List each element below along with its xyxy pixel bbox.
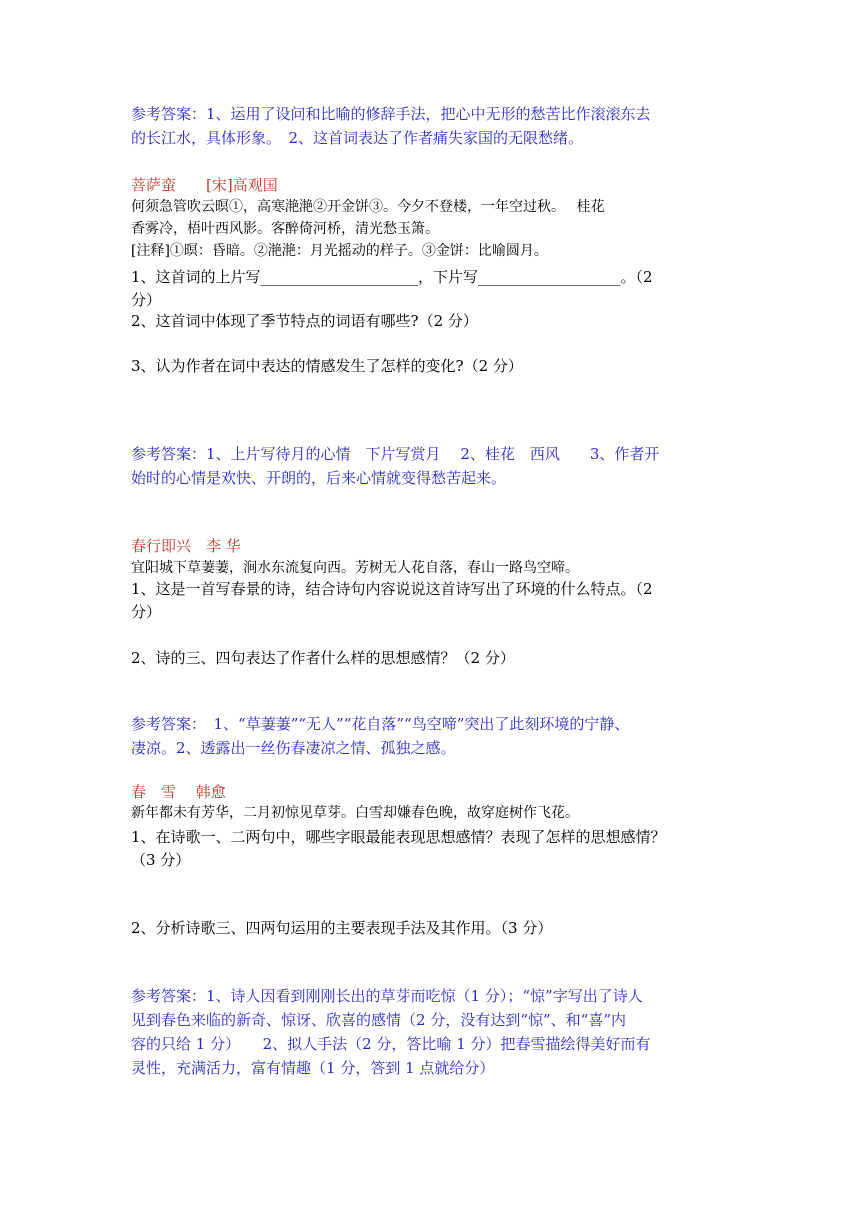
answer-line: 容的只给 1 分） 2、拟人手法（2 分，答比喻 1 分）把春雪描绘得美好而有: [131, 1035, 651, 1053]
question-line: 分）: [131, 603, 162, 621]
answer-block-2: [131, 442, 731, 490]
poem-title-pusaman: 菩萨蛮 [宋]高观国: [131, 176, 278, 194]
question-1: [131, 578, 731, 624]
poem-note: [注释]①暝：昏暗。②滟滟：月光摇动的样子。③金饼：比喻圆月。: [131, 243, 548, 259]
poem-line: 何须急管吹云暝①，高寒滟滟②开金饼③。今夕不登楼，一年空过秋。 桂花: [131, 199, 605, 215]
poem-title-chunxing: 春行即兴 李 华: [131, 537, 241, 555]
question-line: 1、在诗歌一、二两句中，哪些字眼最能表现思想感情？表现了怎样的思想感情？: [131, 828, 666, 846]
answer-line: 参考答案：1、诗人因看到刚刚长出的草芽而吃惊（1 分）；“惊”字写出了诗人: [131, 987, 643, 1005]
question-line: （3 分）: [131, 851, 191, 869]
question-1: [131, 266, 731, 312]
answer-block-1: [131, 102, 731, 150]
answer-block-4: [131, 984, 731, 1080]
poem-text-chunxing: 宜阳城下草萋萋，涧水东流复向西。芳树无人花自落，春山一路鸟空啼。: [131, 560, 579, 576]
question-line: 1、这是一首写春景的诗，结合诗句内容说说这首诗写出了环境的什么特点。（2: [131, 580, 653, 598]
question-line: 1、这首词的上片写_____________________，下片写___________________。（2: [131, 268, 653, 286]
answer-line: 参考答案： 1、“草萋萋”“无人”“花自落”“鸟空啼”突出了此刻环境的宁静、: [131, 715, 630, 733]
question-2: 2、分析诗歌三、四两句运用的主要表现手法及其作用。（3 分）: [131, 919, 553, 937]
answer-line: 灵性，充满活力，富有情趣（1 分，答到 1 点就给分）: [131, 1059, 495, 1077]
answer-line: 始时的心情是欢快、开朗的，后来心情就变得愁苦起来。: [131, 469, 507, 487]
answer-line: 凄凉。2、透露出一丝伤春凄凉之情、孤独之感。: [131, 739, 456, 757]
question-3: 3、认为作者在词中表达的情感发生了怎样的变化?（2 分）: [131, 357, 523, 375]
poem-text-pusaman: [131, 196, 731, 262]
poem-line: 香雾冷，梧叶西风影。客醉倚河桥，清光愁玉箫。: [131, 221, 439, 237]
question-line: 分）: [131, 291, 162, 309]
answer-line: 参考答案：1、上片写待月的心情 下片写赏月 2、桂花 西风 3、作者开: [131, 445, 660, 463]
question-1: [131, 826, 731, 872]
question-2: 2、这首词中体现了季节特点的词语有哪些?（2 分）: [131, 312, 478, 330]
answer-line: 的长江水，具体形象。 2、这首词表达了作者痛失家国的无限愁绪。: [131, 129, 584, 147]
poem-text-chunxue: 新年都未有芳华，二月初惊见草芽。白雪却嫌春色晚，故穿庭树作飞花。: [131, 805, 579, 821]
poem-title-chunxue: 春 雪 韩愈: [131, 783, 226, 801]
answer-line: 见到春色来临的新奇、惊讶、欣喜的感情（2 分，没有达到“惊”、和“喜”内: [131, 1011, 626, 1029]
answer-block-3: [131, 712, 731, 760]
answer-line: 参考答案：1、运用了设问和比喻的修辞手法，把心中无形的愁苦比作滚滚东去: [131, 105, 651, 123]
question-2: 2、诗的三、四句表达了作者什么样的思想感情？（2 分）: [131, 649, 515, 667]
